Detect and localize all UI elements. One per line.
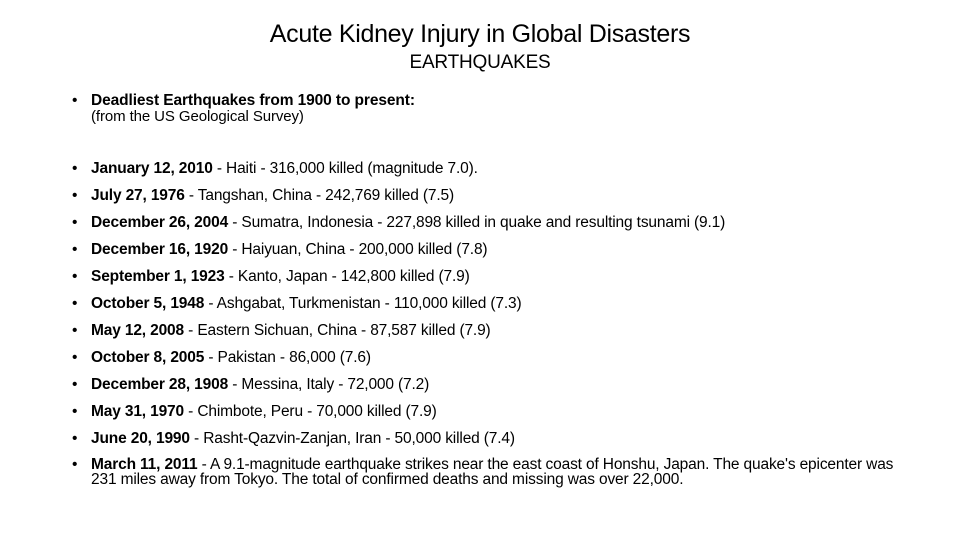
quake-date: September 1, 1923 bbox=[91, 268, 225, 285]
bullet-icon: • bbox=[72, 92, 78, 109]
list-item bbox=[72, 452, 911, 487]
quake-date: July 27, 1976 bbox=[91, 187, 185, 204]
quake-details: - Eastern Sichuan, China - 87,587 killed (7.9) bbox=[184, 322, 491, 339]
list-item bbox=[72, 425, 932, 452]
bullet-icon: • bbox=[72, 187, 78, 204]
quake-date: May 31, 1970 bbox=[91, 403, 184, 420]
quake-date: June 20, 1990 bbox=[91, 430, 190, 447]
quake-details: - Pakistan - 86,000 (7.6) bbox=[204, 349, 371, 366]
bullet-icon: • bbox=[72, 214, 78, 231]
intro-heading-line bbox=[72, 92, 932, 109]
bullet-icon: • bbox=[72, 349, 78, 366]
quake-date: October 8, 2005 bbox=[91, 349, 205, 366]
quake-details: - A 9.1-magnitude earthquake strikes near the east coast of Honshu, Japan. The quake's epicenter was 231 miles away from Tokyo. The total of confirmed deaths and missing was over 22,000. bbox=[91, 456, 894, 488]
bullet-icon: • bbox=[72, 430, 78, 447]
bullet-icon: • bbox=[72, 376, 78, 393]
quake-date: December 16, 1920 bbox=[91, 241, 229, 258]
quake-date: October 5, 1948 bbox=[91, 295, 205, 312]
bullet-icon: • bbox=[72, 268, 78, 285]
quake-details: - Kanto, Japan - 142,800 killed (7.9) bbox=[224, 268, 470, 285]
slide-title: Acute Kidney Injury in Global Disasters bbox=[269, 20, 691, 48]
quake-details: - Haiyuan, China - 200,000 killed (7.8) bbox=[228, 241, 488, 258]
list-item bbox=[72, 155, 932, 182]
list-item bbox=[72, 290, 932, 317]
bullet-icon: • bbox=[72, 160, 78, 177]
list-item bbox=[72, 398, 932, 425]
quake-details: - Messina, Italy - 72,000 (7.2) bbox=[228, 376, 430, 393]
bullet-icon: • bbox=[72, 295, 78, 312]
bullet-icon: • bbox=[72, 322, 78, 339]
quake-date: January 12, 2010 bbox=[91, 160, 213, 177]
earthquake-list bbox=[72, 155, 932, 487]
quake-details: - Haiti - 316,000 killed (magnitude 7.0). bbox=[212, 160, 478, 177]
list-item bbox=[72, 344, 932, 371]
quake-details: - Rasht-Qazvin-Zanjan, Iran - 50,000 killed (7.4) bbox=[189, 430, 515, 447]
list-item bbox=[72, 236, 932, 263]
quake-date: December 26, 2004 bbox=[91, 214, 229, 231]
bullet-icon: • bbox=[72, 241, 78, 258]
intro-block bbox=[72, 92, 932, 125]
list-item bbox=[72, 263, 932, 290]
intro-source-note: (from the US Geological Survey) bbox=[91, 108, 304, 125]
quake-date: May 12, 2008 bbox=[91, 322, 184, 339]
list-item bbox=[72, 371, 932, 398]
quake-details: - Sumatra, Indonesia - 227,898 killed in quake and resulting tsunami (9.1) bbox=[228, 214, 726, 231]
list-item bbox=[72, 182, 932, 209]
bullet-icon: • bbox=[72, 403, 78, 420]
quake-details: - Chimbote, Peru - 70,000 killed (7.9) bbox=[184, 403, 437, 420]
slide-subtitle: EARTHQUAKES bbox=[409, 52, 551, 73]
quake-details: - Ashgabat, Turkmenistan - 110,000 killed (7.3) bbox=[204, 295, 522, 312]
list-item bbox=[72, 209, 932, 236]
list-item bbox=[72, 317, 932, 344]
quake-date: March 11, 2011 bbox=[91, 456, 198, 473]
bullet-icon: • bbox=[72, 456, 78, 473]
quake-date: December 28, 1908 bbox=[91, 376, 229, 393]
quake-details: - Tangshan, China - 242,769 killed (7.5) bbox=[184, 187, 455, 204]
intro-heading: Deadliest Earthquakes from 1900 to present: bbox=[91, 92, 415, 109]
